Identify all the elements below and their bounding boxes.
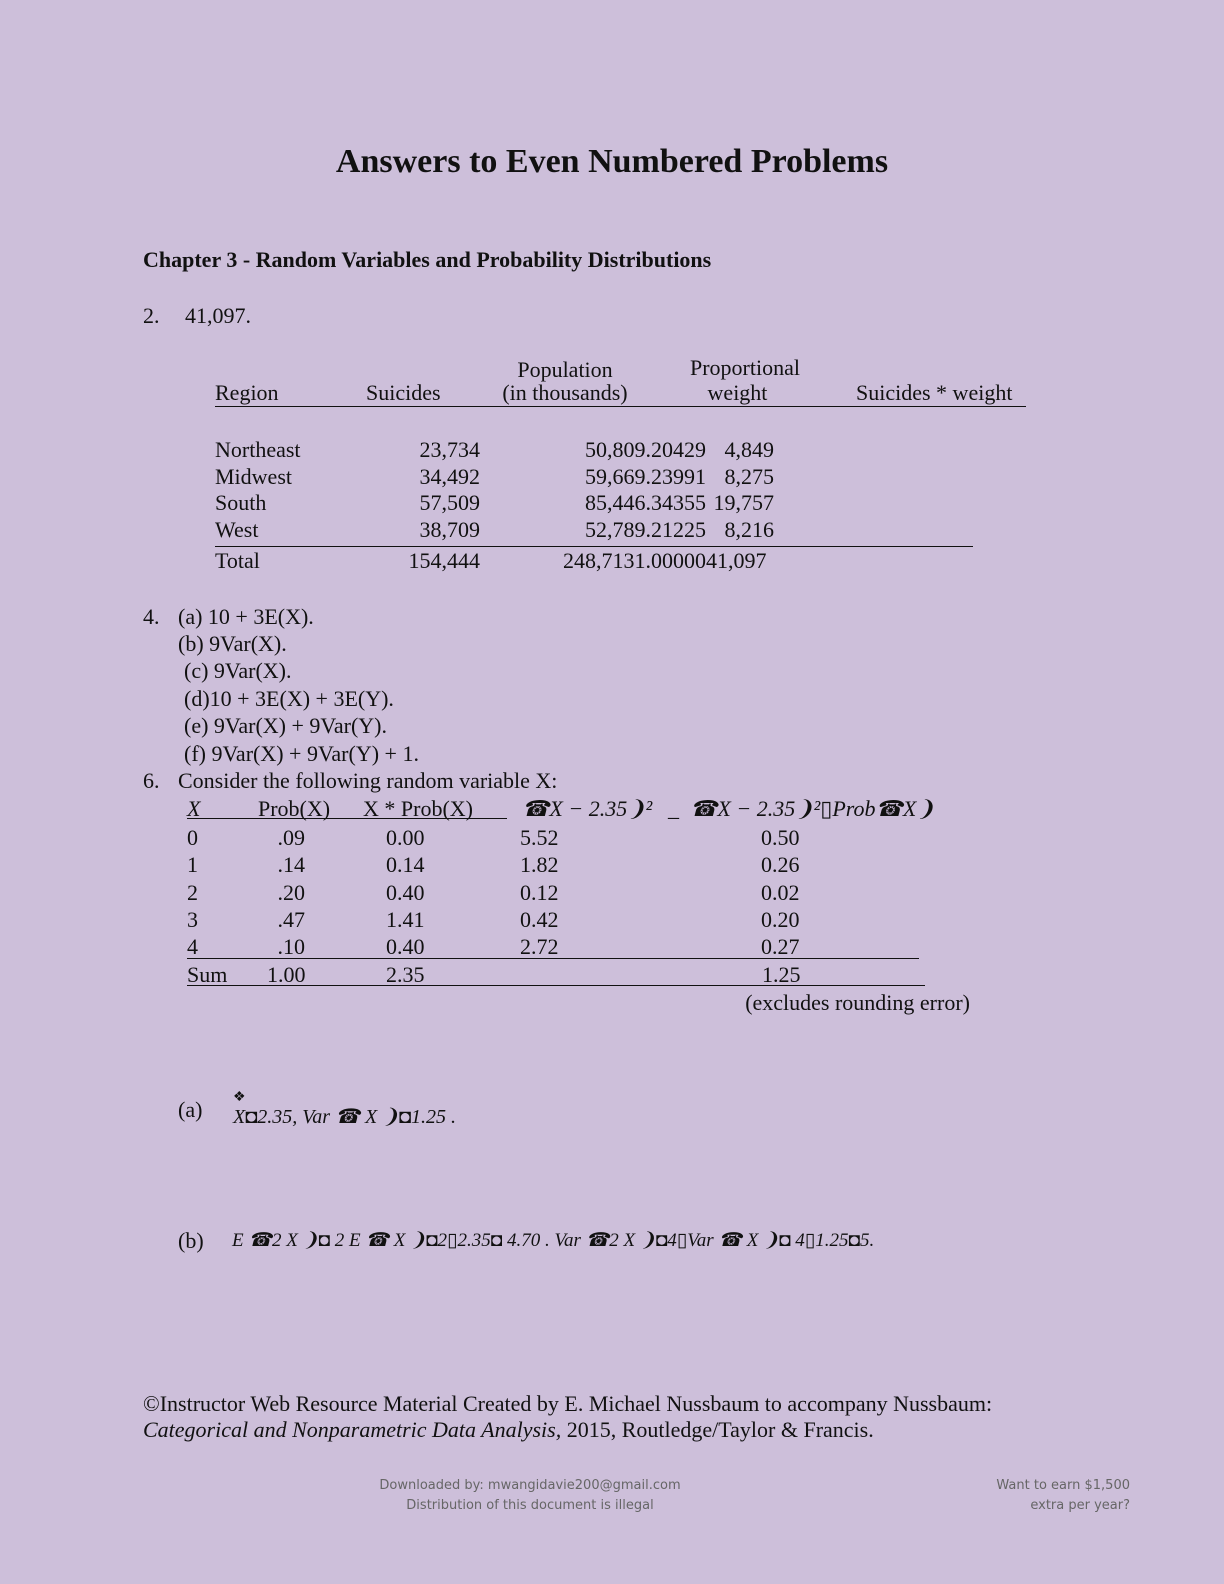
header-suicides: Suicides [366, 380, 441, 405]
p6-cell: 2.72 [520, 934, 559, 959]
p6-cell: 4 [187, 934, 198, 959]
p6-cell: 0.02 [761, 880, 800, 905]
header-weight-1: Proportional [690, 355, 800, 380]
distribution-notice: Distribution of this document is illegal [406, 1498, 654, 1513]
header-population-2: (in thousands) [502, 380, 628, 405]
p6-header-prob: Prob(X) [258, 796, 331, 821]
p6-cell: .10 [277, 934, 305, 959]
row-region: South [215, 490, 267, 515]
p6-cell: 0.27 [761, 934, 800, 959]
earn-link-line2[interactable]: extra per year? [1030, 1498, 1130, 1513]
problem-2-answer: 41,097. [185, 303, 251, 328]
row-suicides: 34,492 [419, 464, 480, 489]
citation-line [143, 1417, 874, 1443]
row-population: 50,809.20429 [585, 437, 706, 462]
problem-4-item: (e) 9Var(X) + 9Var(Y). [184, 713, 387, 738]
p6-sum-xprob: 2.35 [386, 962, 425, 987]
row-population: 59,669.23991 [585, 464, 706, 489]
downloaded-by: Downloaded by: mwangidavie200@gmail.com [379, 1478, 681, 1493]
row-region: Northeast [215, 437, 301, 462]
p6-cell: 1.41 [386, 907, 425, 932]
part-a-label: (a) [178, 1097, 203, 1122]
p6-header-sqdev: ☎X − 2.35❩² [522, 796, 653, 821]
p6-header-xprob: X * Prob(X) [363, 796, 473, 821]
problem-4-item: (d)10 + 3E(X) + 3E(Y). [184, 686, 394, 711]
p6-cell: 0.40 [386, 880, 425, 905]
earn-link-line1[interactable]: Want to earn $1,500 [996, 1478, 1130, 1493]
problem-4-item: (f) 9Var(X) + 9Var(Y) + 1. [184, 741, 419, 766]
rounding-note: (excludes rounding error) [745, 990, 970, 1015]
p6-sum-rule-bottom [187, 985, 925, 986]
p6-header-rule [187, 818, 507, 819]
row-weight: 8,275 [724, 464, 774, 489]
header-weight-2: weight [707, 380, 768, 405]
problem-4-item: (c) 9Var(X). [184, 658, 292, 683]
row-population: 52,789.21225 [585, 517, 706, 542]
page-title: Answers to Even Numbered Problems [335, 143, 889, 180]
row-suicides: 57,509 [419, 490, 480, 515]
p6-sum-label: Sum [187, 962, 228, 987]
p6-cell: .09 [277, 825, 305, 850]
p6-sum-var: 1.25 [762, 962, 801, 987]
row-suicides: 23,734 [419, 437, 480, 462]
problem-4-item: (b) 9Var(X). [178, 631, 287, 656]
publisher: 2015, Routledge/Taylor & Francis. [561, 1417, 874, 1442]
p6-cell: 0.42 [520, 907, 559, 932]
header-population-1: Population [517, 357, 613, 382]
copyright-line: ©Instructor Web Resource Material Created by E. Michael Nussbaum to accompany Nussbaum: [143, 1391, 993, 1416]
part-b-equation: E ☎2 X ❩◘ 2 E ☎ X ❩◘2▯2.35◘ 4.70 . Var ☎2 X ❩◘4▯Var ☎ X ❩◘ 4▯1.25◘5. [232, 1230, 875, 1251]
part-b-label: (b) [178, 1228, 204, 1253]
total-population: 248,7131.0000041,097 [563, 548, 767, 573]
part-a-equation: X◘2.35, Var ☎ X ❩◘1.25 . [233, 1106, 457, 1128]
p6-cell: .14 [277, 852, 305, 877]
row-region: West [215, 517, 259, 542]
p6-header-weighted: ☎X − 2.35❩²▯Prob☎X❩ [690, 796, 935, 821]
xbar-hat-glyph: ❖ [233, 1090, 246, 1105]
row-population: 85,446.34355 [585, 490, 706, 515]
p6-cell: 0.50 [761, 825, 800, 850]
p6-cell: 1.82 [520, 852, 559, 877]
row-weight: 8,216 [724, 517, 774, 542]
p6-cell: 2 [187, 880, 198, 905]
row-weight: 4,849 [724, 437, 774, 462]
problem-2-number: 2. [143, 303, 160, 328]
total-rule [215, 546, 973, 547]
p6-cell: 0.12 [520, 880, 559, 905]
p6-cell: 0.40 [386, 934, 425, 959]
p6-cell: .20 [277, 880, 305, 905]
chapter-heading: Chapter 3 - Random Variables and Probability Distributions [143, 247, 712, 272]
p6-cell: 5.52 [520, 825, 559, 850]
p6-cell: 0.14 [386, 852, 425, 877]
p6-header-x: X [187, 796, 201, 821]
problem-6-intro: Consider the following random variable X: [178, 768, 558, 793]
p6-cell: 0.26 [761, 852, 800, 877]
row-region: Midwest [215, 464, 292, 489]
p6-cell: 0 [187, 825, 198, 850]
p6-cell: 3 [187, 907, 198, 932]
total-suicides: 154,444 [408, 548, 480, 573]
p6-cell: 0.00 [386, 825, 425, 850]
header-region: Region [215, 380, 279, 405]
problem-4-number: 4. [143, 604, 160, 629]
p6-cell: 1 [187, 852, 198, 877]
header-rule [215, 406, 1026, 407]
problem-6-number: 6. [143, 768, 160, 793]
row-suicides: 38,709 [419, 517, 480, 542]
p6-cell: .47 [277, 907, 305, 932]
p6-sum-rule-top [187, 958, 919, 959]
problem-4-item: (a) 10 + 3E(X). [178, 604, 314, 629]
total-label: Total [215, 548, 260, 573]
p6-cell: 0.20 [761, 907, 800, 932]
p6-header-sep: _ [668, 796, 679, 821]
row-weight: 19,757 [713, 490, 774, 515]
book-title: Categorical and Nonparametric Data Analysis, [143, 1417, 562, 1442]
header-suicides-weight: Suicides * weight [856, 380, 1013, 405]
p6-sum-prob: 1.00 [267, 962, 306, 987]
